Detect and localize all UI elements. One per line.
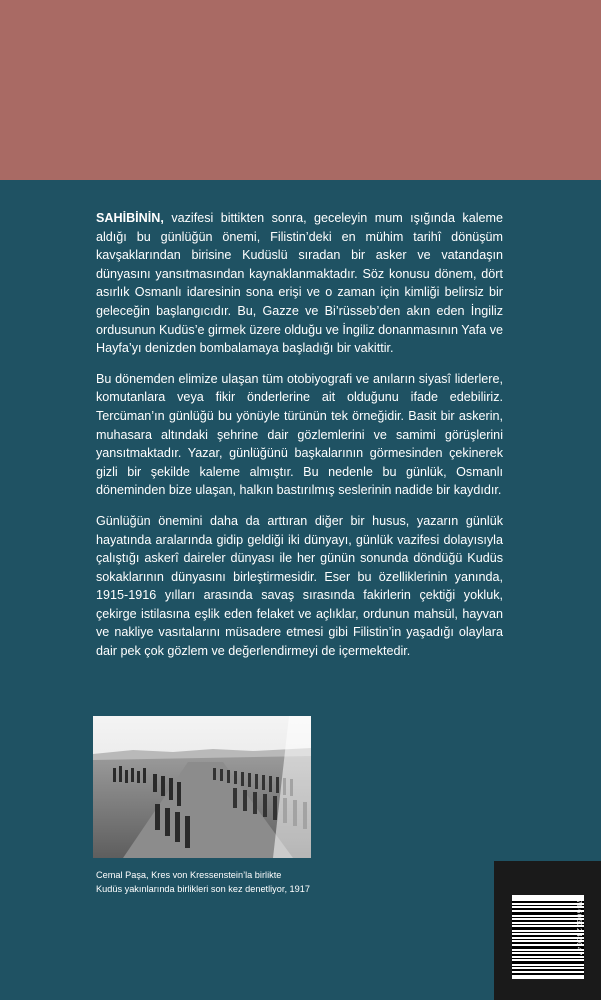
historical-photo <box>93 716 311 858</box>
troop-inspection-photo <box>93 716 311 858</box>
blurb-paragraph-1-text: vazifesi bittikten sonra, geceleyin mum ışığında kaleme aldığı bu günlüğün önemi, Filistin’deki en mühim tarihî dönüşüm kavşaklarından birisine Kudüslü sıradan bir asker ve vatandaşın dünyasını yansıtmasından kaynaklanmaktadır. Söz konusu dönem, dört asırlık Osmanlı idaresinin sona erişi ve o zaman için kimliği belirsiz bir geleceğin başlangıcıdır. Bu, Gazze ve Bi’rüsseb’den akın eden İngiliz ordusunun Kudüs’e girmek üzere olduğu ve İngiliz donanmasının Yafa ve Hayfa’yı denizden bombalamaya başladığı bir vakittir. <box>96 211 503 356</box>
caption-line-1: Cemal Paşa, Kres von Kressenstein’la birlikte <box>96 870 282 880</box>
blurb-paragraph-3: Günlüğün önemini daha da arttıran diğer bir husus, yazarın günlük hayatında aralarında gidip geldiği iki dünyayı, günlük vazifesi dolayısıyla çalıştığı askerî daireler dünyası ile her günün sonunda döndüğü Kudüs sokaklarının dünyasını birleştirmesidir. Eser bu özelliklerinin yanında, 1915-1916 yılları arasında savaş sırasında fakirlerin çektiği yokluk, çekirge istilasına eşlik eden felaket ve açlıklar, ordunun mahsül, hayvan ve nakliye vasıtalarını müsadere etmesi gibi Filistin’in yaşadığı olaylara dair pek çok gözlem ve değerlendirmeyi de içermektedir. <box>96 513 503 659</box>
caption-line-2: Kudüs yakınlarında birlikleri son kez denetliyor, 1917 <box>96 884 310 894</box>
blurb-paragraph-2: Bu dönemden elimize ulaşan tüm otobiyografi ve anıların siyasî liderlere, komutanlara veya fikir önderlerine ait olduğunu ifade edebiliriz. Tercüman’ın günlüğü bu yönüyle türünün tek örneğidir. Basit bir askerin, muhasara altındaki şehrine dair gözlemlerini ve samimi görüşlerini yansıtmaktadır. Yazar, günlüğünü başkalarının görmesinden çekinerek gizli bir şekilde kaleme almıştır. Bu nedenle bu günlük, Osmanlı döneminden bize ulaşan, halkın bastırılmış seslerinin nadide bir kaydıdır. <box>96 371 503 498</box>
top-color-band <box>0 0 601 180</box>
isbn-number: 9786053245047 <box>574 895 582 957</box>
photo-caption <box>96 868 396 896</box>
blurb-paragraph-1 <box>96 209 503 358</box>
blurb-lead-word: SAHİBİNİN, <box>96 211 164 225</box>
back-cover-blurb <box>96 209 503 673</box>
